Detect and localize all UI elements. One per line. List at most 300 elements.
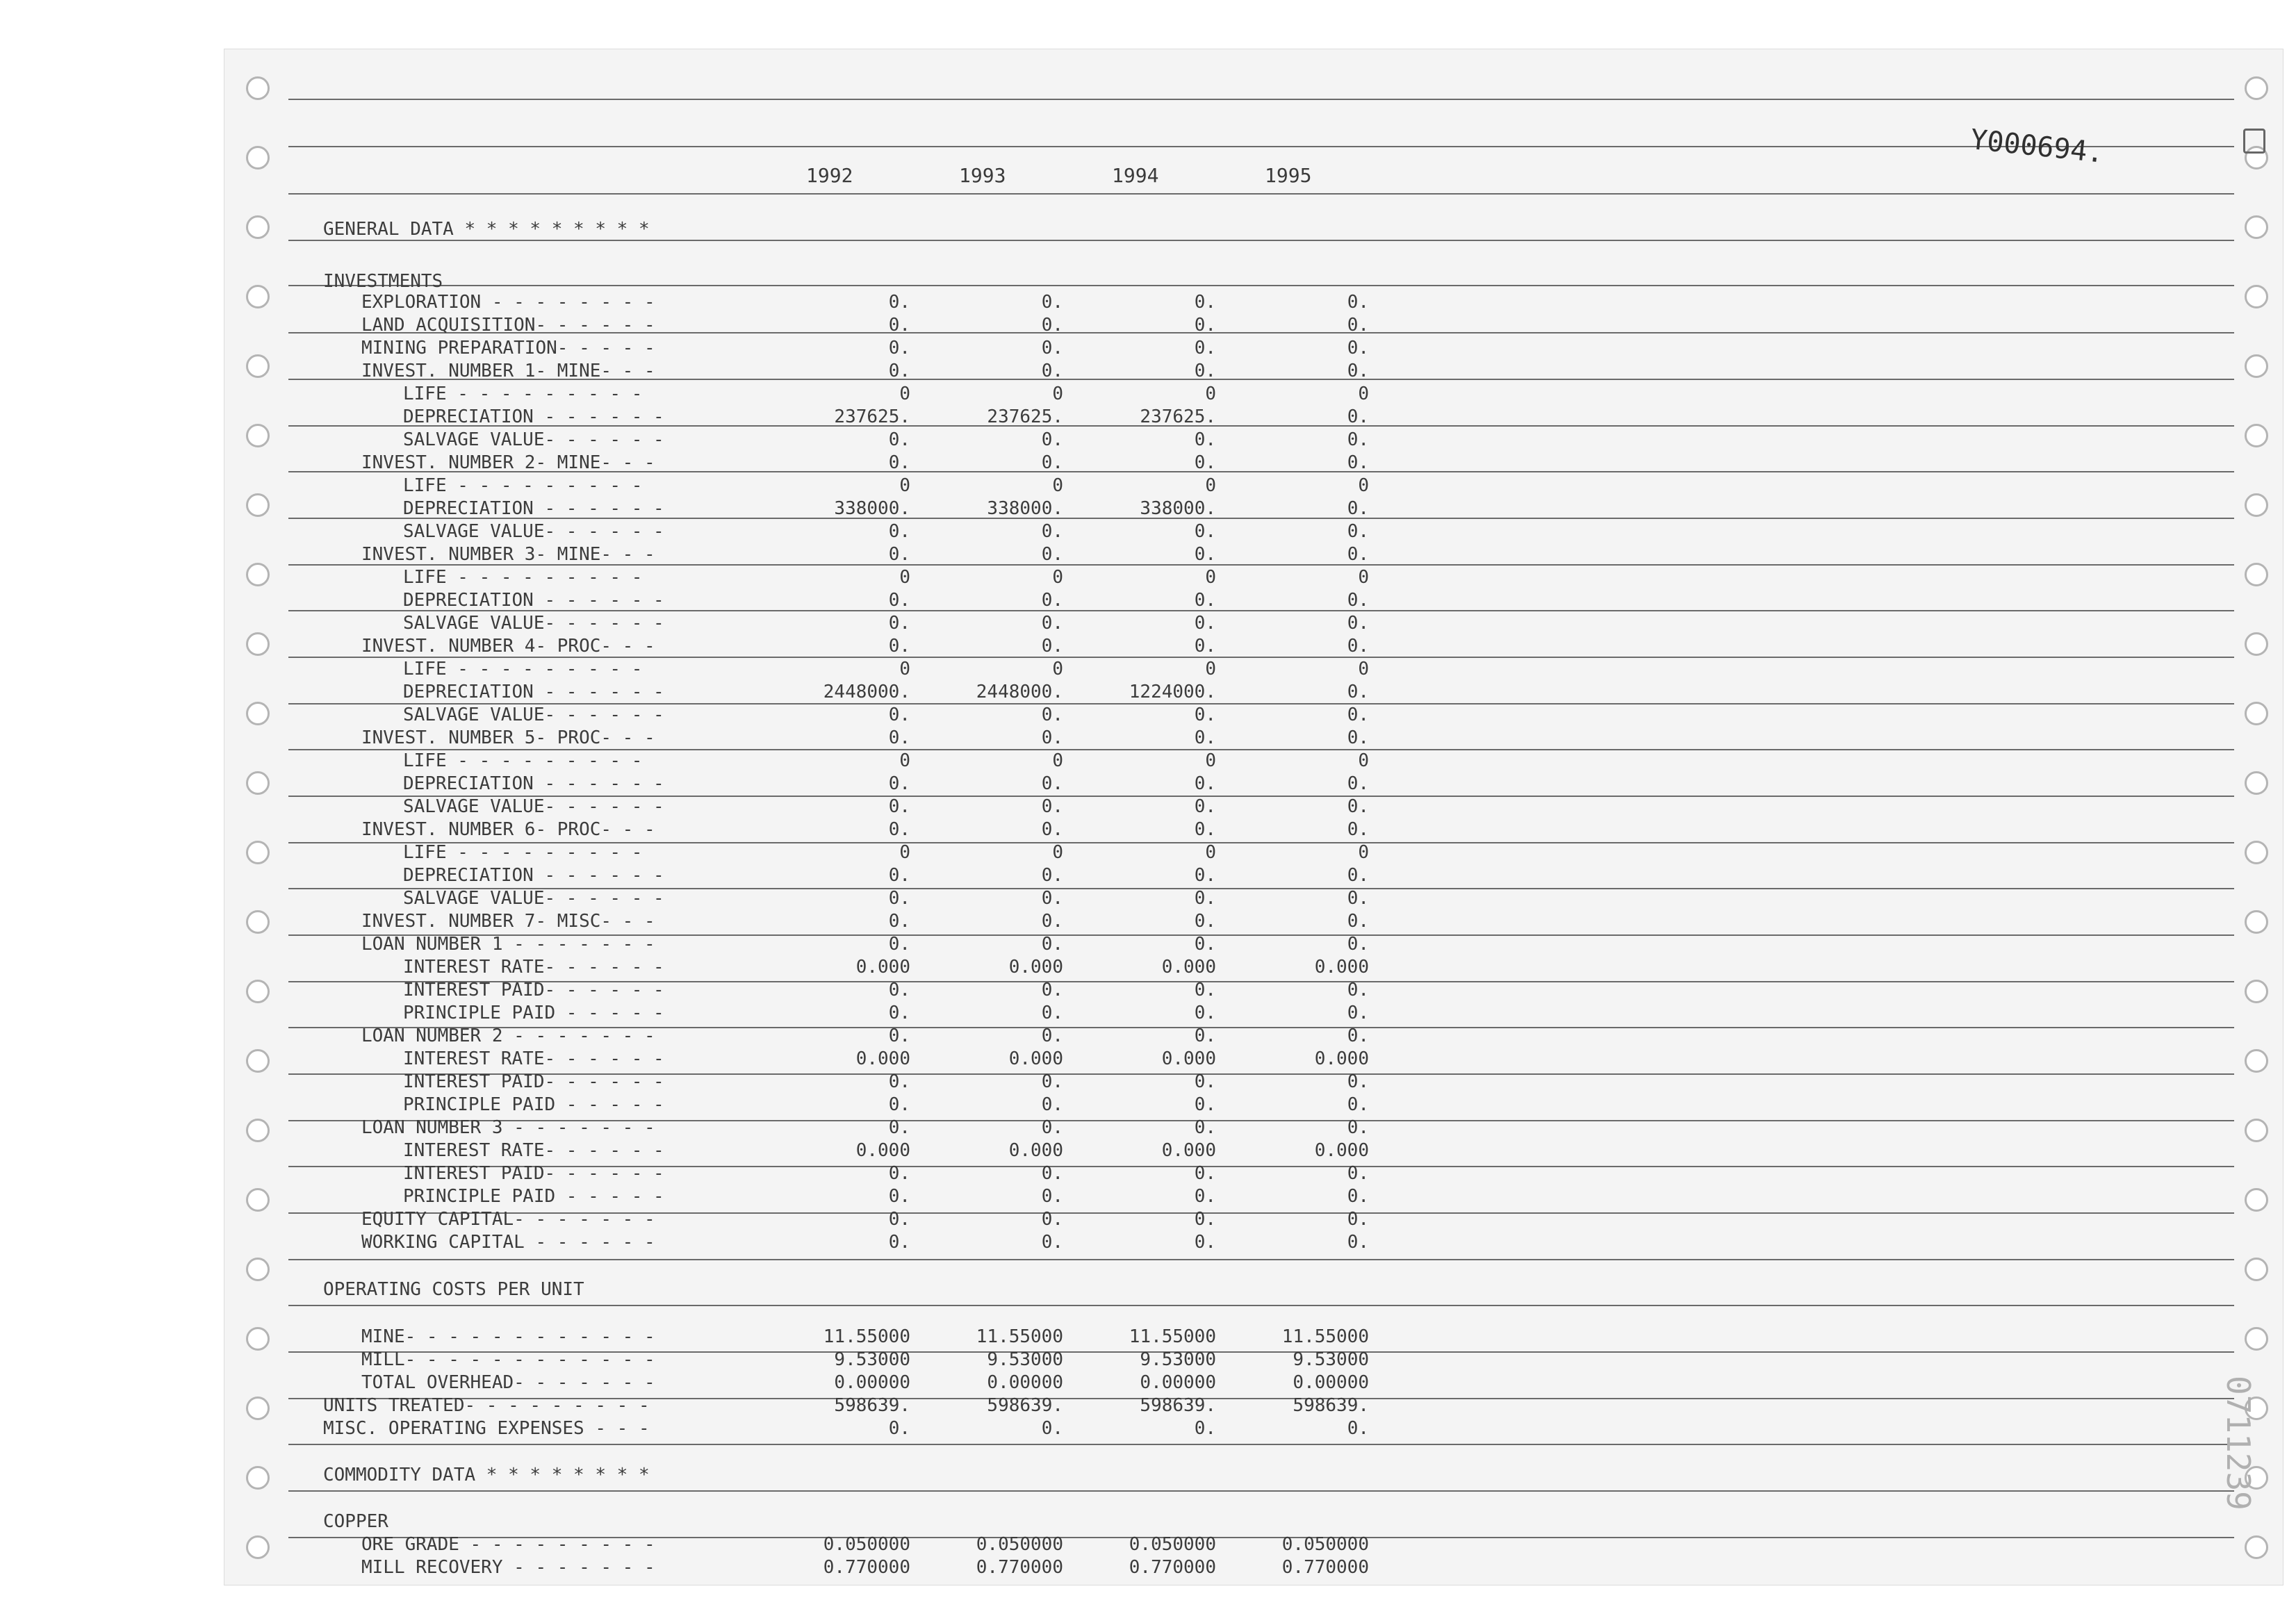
feed-hole: [246, 1119, 270, 1142]
value-cell: 0: [1358, 842, 1369, 863]
feed-hole: [2245, 354, 2268, 378]
value-cell: 0: [899, 842, 910, 863]
document-id: Y000694.: [1969, 124, 2106, 170]
row-label: INVEST. NUMBER 6- PROC- - -: [361, 819, 655, 840]
value-cell: 0.: [1347, 452, 1369, 473]
value-cell: 2448000.: [823, 682, 910, 702]
feed-hole: [246, 771, 270, 795]
row-label: MILL RECOVERY - - - - - - -: [361, 1557, 655, 1578]
value-cell: 0.000: [1161, 957, 1216, 978]
feed-hole: [246, 632, 270, 656]
value-cell: 0.: [1041, 613, 1063, 634]
value-cell: 0.: [1041, 1209, 1063, 1230]
value-cell: 0.: [888, 452, 910, 473]
row-label: MINE- - - - - - - - - - - -: [361, 1326, 655, 1347]
value-cell: 0.: [888, 613, 910, 634]
value-cell: 11.55000: [1281, 1326, 1369, 1347]
row-label: LIFE - - - - - - - - -: [403, 659, 643, 679]
value-cell: 11.55000: [823, 1326, 910, 1347]
row-label: INTEREST RATE- - - - - -: [403, 1140, 664, 1161]
row-label: INVEST. NUMBER 7- MISC- - -: [361, 911, 655, 932]
row-label: INTEREST RATE- - - - - -: [403, 1048, 664, 1069]
value-cell: 0: [1052, 659, 1063, 679]
value-cell: 0: [1052, 567, 1063, 588]
row-label: SALVAGE VALUE- - - - - -: [403, 521, 664, 542]
value-cell: 11.55000: [1129, 1326, 1216, 1347]
value-cell: 0: [1052, 384, 1063, 404]
rule-line: [288, 146, 2234, 147]
feed-hole: [246, 980, 270, 1003]
value-cell: 0.: [1194, 452, 1216, 473]
row-label: COMMODITY DATA * * * * * * * *: [323, 1465, 650, 1485]
value-cell: 0.: [1194, 1418, 1216, 1439]
value-cell: 0.: [1041, 1117, 1063, 1138]
value-cell: 0.770000: [823, 1557, 910, 1578]
value-cell: 0.: [1347, 544, 1369, 565]
value-cell: 0.000: [1314, 1140, 1369, 1161]
row-label: INVEST. NUMBER 1- MINE- - -: [361, 361, 655, 381]
value-cell: 0.: [1041, 315, 1063, 336]
value-cell: 0.: [1194, 796, 1216, 817]
value-cell: 0.: [1347, 1163, 1369, 1184]
row-label: MINING PREPARATION- - - - -: [361, 338, 655, 359]
value-cell: 0.000: [1008, 957, 1063, 978]
feed-hole: [246, 910, 270, 934]
row-label: OPERATING COSTS PER UNIT: [323, 1279, 584, 1300]
value-cell: 0.: [1347, 613, 1369, 634]
value-cell: 0.: [888, 590, 910, 611]
value-cell: 0.: [1194, 888, 1216, 909]
feed-hole: [246, 215, 270, 239]
row-label: LIFE - - - - - - - - -: [403, 842, 643, 863]
value-cell: 0.: [1041, 705, 1063, 725]
value-cell: 0.: [888, 1209, 910, 1230]
value-cell: 0.: [1347, 888, 1369, 909]
value-cell: 9.53000: [987, 1349, 1063, 1370]
rule-line: [288, 99, 2234, 100]
feed-hole: [246, 1535, 270, 1559]
row-label: DEPRECIATION - - - - - -: [403, 498, 664, 519]
value-cell: 0.: [888, 1186, 910, 1207]
value-cell: 0.: [1041, 429, 1063, 450]
value-cell: 0.: [888, 911, 910, 932]
value-cell: 0: [899, 475, 910, 496]
row-label: INVESTMENTS: [323, 271, 443, 292]
feed-hole: [246, 1327, 270, 1351]
value-cell: 0.: [1041, 796, 1063, 817]
value-cell: 0.: [1347, 406, 1369, 427]
feed-hole: [246, 1466, 270, 1490]
row-label: SALVAGE VALUE- - - - - -: [403, 796, 664, 817]
value-cell: 9.53000: [1140, 1349, 1216, 1370]
value-cell: 0.: [1347, 705, 1369, 725]
value-cell: 0.: [1194, 1071, 1216, 1092]
value-cell: 0.00000: [987, 1372, 1063, 1393]
value-cell: 0: [1358, 750, 1369, 771]
rule-line: [288, 240, 2234, 241]
value-cell: 0.: [888, 292, 910, 313]
value-cell: 0.: [1041, 888, 1063, 909]
value-cell: 0.: [888, 315, 910, 336]
row-label: SALVAGE VALUE- - - - - -: [403, 705, 664, 725]
row-label: LIFE - - - - - - - - -: [403, 384, 643, 404]
value-cell: 0.: [888, 1003, 910, 1023]
year-header: 1993: [959, 164, 1006, 187]
feed-hole: [246, 1049, 270, 1073]
value-cell: 0: [1205, 659, 1216, 679]
value-cell: 0.: [1041, 773, 1063, 794]
value-cell: 0.: [1194, 292, 1216, 313]
value-cell: 0.: [1347, 1232, 1369, 1253]
year-header: 1995: [1265, 164, 1312, 187]
value-cell: 2448000.: [976, 682, 1063, 702]
feed-hole: [246, 702, 270, 725]
feed-hole: [2245, 1119, 2268, 1142]
value-cell: 237625.: [987, 406, 1063, 427]
feed-hole: [2245, 841, 2268, 864]
row-label: INVEST. NUMBER 2- MINE- - -: [361, 452, 655, 473]
row-label: GENERAL DATA * * * * * * * * *: [323, 219, 650, 240]
row-label: DEPRECIATION - - - - - -: [403, 406, 664, 427]
row-label: DEPRECIATION - - - - - -: [403, 773, 664, 794]
row-label: EQUITY CAPITAL- - - - - - -: [361, 1209, 655, 1230]
value-cell: 0.000: [855, 1140, 910, 1161]
value-cell: 0.: [1041, 934, 1063, 955]
value-cell: 0.: [1194, 338, 1216, 359]
value-cell: 598639.: [987, 1395, 1063, 1416]
value-cell: 0.: [888, 338, 910, 359]
value-cell: 0.770000: [1129, 1557, 1216, 1578]
feed-hole: [2245, 285, 2268, 308]
value-cell: 0.: [1194, 1025, 1216, 1046]
value-cell: 0.: [1041, 590, 1063, 611]
value-cell: 0.: [1347, 1025, 1369, 1046]
value-cell: 0.: [888, 980, 910, 1000]
value-cell: 598639.: [1293, 1395, 1369, 1416]
value-cell: 0.: [1041, 819, 1063, 840]
value-cell: 0.: [888, 1418, 910, 1439]
row-label: WORKING CAPITAL - - - - - -: [361, 1232, 655, 1253]
value-cell: 0: [899, 567, 910, 588]
feed-hole: [246, 493, 270, 517]
value-cell: 0: [1358, 567, 1369, 588]
value-cell: 0.: [1041, 911, 1063, 932]
value-cell: 0: [1205, 384, 1216, 404]
value-cell: 0.: [888, 1071, 910, 1092]
value-cell: 0.: [1347, 773, 1369, 794]
rule-line: [288, 1444, 2234, 1445]
side-stamp: 0711239: [2220, 1376, 2257, 1510]
row-label: UNITS TREATED- - - - - - - - -: [323, 1395, 650, 1416]
value-cell: 0.: [1347, 1003, 1369, 1023]
value-cell: 0.: [888, 773, 910, 794]
feed-hole: [246, 285, 270, 308]
value-cell: 0.: [1041, 865, 1063, 886]
value-cell: 0.: [888, 1094, 910, 1115]
value-cell: 0.: [1194, 1163, 1216, 1184]
value-cell: 0: [1205, 567, 1216, 588]
rule-line: [288, 1490, 2234, 1492]
value-cell: 0.: [1041, 521, 1063, 542]
value-cell: 0.: [1194, 1003, 1216, 1023]
row-label: INTEREST PAID- - - - - -: [403, 1163, 664, 1184]
row-label: LAND ACQUISITION- - - - - -: [361, 315, 655, 336]
feed-hole: [246, 424, 270, 447]
value-cell: 0.: [1347, 1071, 1369, 1092]
value-cell: 0.000: [1008, 1140, 1063, 1161]
value-cell: 0: [1358, 475, 1369, 496]
value-cell: 0.: [1347, 292, 1369, 313]
rule-line: [288, 657, 2234, 658]
row-label: LIFE - - - - - - - - -: [403, 475, 643, 496]
value-cell: 0.: [1041, 452, 1063, 473]
value-cell: 338000.: [1140, 498, 1216, 519]
value-cell: 0.: [1347, 819, 1369, 840]
value-cell: 0.: [1041, 636, 1063, 657]
feed-hole: [2245, 702, 2268, 725]
value-cell: 0.: [888, 819, 910, 840]
value-cell: 0.: [1347, 934, 1369, 955]
value-cell: 0.: [1194, 1186, 1216, 1207]
value-cell: 0.: [1041, 1071, 1063, 1092]
value-cell: 0: [899, 750, 910, 771]
rule-line: [288, 193, 2234, 195]
value-cell: 0.: [1347, 338, 1369, 359]
value-cell: 0: [1205, 750, 1216, 771]
row-label: LOAN NUMBER 1 - - - - - - -: [361, 934, 655, 955]
year-header: 1992: [806, 164, 853, 187]
value-cell: 0: [1205, 842, 1216, 863]
value-cell: 0.: [888, 934, 910, 955]
value-cell: 0: [1358, 384, 1369, 404]
row-label: LIFE - - - - - - - - -: [403, 750, 643, 771]
value-cell: 0.: [1347, 865, 1369, 886]
value-cell: 0.770000: [976, 1557, 1063, 1578]
feed-hole: [2245, 1327, 2268, 1351]
feed-hole: [2245, 76, 2268, 100]
value-cell: 0.: [1194, 361, 1216, 381]
row-label: DEPRECIATION - - - - - -: [403, 590, 664, 611]
feed-hole: [2245, 1049, 2268, 1073]
value-cell: 0.: [1347, 980, 1369, 1000]
year-header: 1994: [1112, 164, 1159, 187]
value-cell: 598639.: [834, 1395, 910, 1416]
feed-hole: [246, 354, 270, 378]
value-cell: 0.: [1194, 705, 1216, 725]
value-cell: 0.: [1347, 911, 1369, 932]
row-label: ORE GRADE - - - - - - - - -: [361, 1534, 655, 1555]
row-label: INVEST. NUMBER 4- PROC- - -: [361, 636, 655, 657]
value-cell: 0.: [1041, 338, 1063, 359]
row-label: INTEREST RATE- - - - - -: [403, 957, 664, 978]
row-label: DEPRECIATION - - - - - -: [403, 865, 664, 886]
row-label: MISC. OPERATING EXPENSES - - -: [323, 1418, 650, 1439]
row-label: EXPLORATION - - - - - - - -: [361, 292, 655, 313]
value-cell: 0.: [1194, 773, 1216, 794]
value-cell: 0.000: [855, 1048, 910, 1069]
value-cell: 1224000.: [1129, 682, 1216, 702]
feed-hole: [2245, 1535, 2268, 1559]
row-label: INVEST. NUMBER 3- MINE- - -: [361, 544, 655, 565]
value-cell: 0.: [888, 521, 910, 542]
value-cell: 598639.: [1140, 1395, 1216, 1416]
value-cell: 0.: [1347, 682, 1369, 702]
row-label: LOAN NUMBER 3 - - - - - - -: [361, 1117, 655, 1138]
value-cell: 0.: [1347, 796, 1369, 817]
value-cell: 0.: [1041, 544, 1063, 565]
feed-hole: [2245, 980, 2268, 1003]
feed-hole: [2245, 424, 2268, 447]
value-cell: 0.: [1041, 361, 1063, 381]
value-cell: 0: [1358, 659, 1369, 679]
value-cell: 0: [899, 384, 910, 404]
value-cell: 0.: [1041, 292, 1063, 313]
value-cell: 0.000: [1161, 1048, 1216, 1069]
feed-hole: [2245, 771, 2268, 795]
value-cell: 0.: [1194, 1209, 1216, 1230]
row-label: SALVAGE VALUE- - - - - -: [403, 888, 664, 909]
value-cell: 0.: [1347, 1209, 1369, 1230]
value-cell: 0.00000: [834, 1372, 910, 1393]
value-cell: 0.: [1194, 429, 1216, 450]
value-cell: 0: [1205, 475, 1216, 496]
value-cell: 0.000: [1314, 1048, 1369, 1069]
value-cell: 0: [899, 659, 910, 679]
row-label: SALVAGE VALUE- - - - - -: [403, 613, 664, 634]
feed-hole: [2245, 493, 2268, 517]
row-label: DEPRECIATION - - - - - -: [403, 682, 664, 702]
value-cell: 0: [1052, 842, 1063, 863]
value-cell: 0.: [1347, 636, 1369, 657]
row-label: LIFE - - - - - - - - -: [403, 567, 643, 588]
value-cell: 0.: [888, 361, 910, 381]
value-cell: 0.050000: [1129, 1534, 1216, 1555]
value-cell: 0.: [1194, 819, 1216, 840]
value-cell: 0.: [1041, 1418, 1063, 1439]
value-cell: 0.: [1194, 865, 1216, 886]
value-cell: 0.: [1194, 934, 1216, 955]
value-cell: 0.: [1194, 521, 1216, 542]
value-cell: 0.: [888, 1232, 910, 1253]
row-label: INTEREST PAID- - - - - -: [403, 1071, 664, 1092]
value-cell: 0.: [888, 1163, 910, 1184]
value-cell: 0.: [1041, 1186, 1063, 1207]
value-cell: 0.: [1041, 1163, 1063, 1184]
feed-hole: [246, 76, 270, 100]
row-label: PRINCIPLE PAID - - - - -: [403, 1186, 664, 1207]
row-label: INTEREST PAID- - - - - -: [403, 980, 664, 1000]
feed-hole: [2245, 215, 2268, 239]
value-cell: 0.: [1347, 498, 1369, 519]
value-cell: 0.: [1194, 1117, 1216, 1138]
value-cell: 0.: [888, 705, 910, 725]
value-cell: 0.: [1347, 727, 1369, 748]
value-cell: 0.00000: [1293, 1372, 1369, 1393]
feed-hole: [246, 1397, 270, 1420]
value-cell: 0.: [1041, 1094, 1063, 1115]
value-cell: 0.: [1347, 1117, 1369, 1138]
value-cell: 0.050000: [823, 1534, 910, 1555]
value-cell: 0.: [1041, 727, 1063, 748]
clip-icon: [2243, 129, 2265, 154]
value-cell: 0.: [1194, 315, 1216, 336]
value-cell: 0.: [1194, 544, 1216, 565]
row-label: TOTAL OVERHEAD- - - - - - -: [361, 1372, 655, 1393]
value-cell: 0.00000: [1140, 1372, 1216, 1393]
value-cell: 0.: [1347, 1186, 1369, 1207]
value-cell: 0.000: [1314, 957, 1369, 978]
value-cell: 9.53000: [1293, 1349, 1369, 1370]
feed-hole: [2245, 632, 2268, 656]
feed-hole: [246, 146, 270, 170]
value-cell: 338000.: [834, 498, 910, 519]
value-cell: 0.: [1194, 590, 1216, 611]
value-cell: 0.: [1041, 980, 1063, 1000]
value-cell: 0.000: [855, 957, 910, 978]
feed-hole: [246, 841, 270, 864]
value-cell: 0.: [1194, 727, 1216, 748]
value-cell: 0.: [1347, 315, 1369, 336]
value-cell: 9.53000: [834, 1349, 910, 1370]
value-cell: 0.: [1194, 911, 1216, 932]
value-cell: 237625.: [1140, 406, 1216, 427]
value-cell: 0.: [888, 544, 910, 565]
value-cell: 0.: [888, 796, 910, 817]
value-cell: 237625.: [834, 406, 910, 427]
value-cell: 0.: [1041, 1025, 1063, 1046]
feed-hole: [2245, 910, 2268, 934]
value-cell: 0: [1052, 750, 1063, 771]
rule-line: [288, 1305, 2234, 1306]
feed-hole: [2245, 563, 2268, 586]
value-cell: 0.: [1041, 1003, 1063, 1023]
value-cell: 0.: [1347, 1094, 1369, 1115]
value-cell: 0.: [888, 1117, 910, 1138]
value-cell: 0.: [1347, 361, 1369, 381]
value-cell: 0.: [888, 1025, 910, 1046]
value-cell: 0.: [1194, 980, 1216, 1000]
value-cell: 0.: [1041, 1232, 1063, 1253]
value-cell: 0.: [1347, 590, 1369, 611]
value-cell: 0.000: [1161, 1140, 1216, 1161]
value-cell: 0: [1052, 475, 1063, 496]
feed-hole: [246, 563, 270, 586]
row-label: PRINCIPLE PAID - - - - -: [403, 1094, 664, 1115]
feed-hole: [2245, 1258, 2268, 1281]
value-cell: 0.: [1194, 1232, 1216, 1253]
rule-line: [288, 1259, 2234, 1260]
rule-line: [288, 285, 2234, 286]
value-cell: 0.770000: [1281, 1557, 1369, 1578]
row-label: LOAN NUMBER 2 - - - - - - -: [361, 1025, 655, 1046]
row-label: SALVAGE VALUE- - - - - -: [403, 429, 664, 450]
row-label: COPPER: [323, 1511, 388, 1532]
row-label: INVEST. NUMBER 5- PROC- - -: [361, 727, 655, 748]
feed-hole: [2245, 1188, 2268, 1212]
value-cell: 0.: [888, 636, 910, 657]
value-cell: 0.: [1347, 1418, 1369, 1439]
feed-hole: [246, 1258, 270, 1281]
value-cell: 0.: [1347, 521, 1369, 542]
value-cell: 0.: [1194, 636, 1216, 657]
value-cell: 0.: [1347, 429, 1369, 450]
value-cell: 0.: [1194, 613, 1216, 634]
value-cell: 0.050000: [1281, 1534, 1369, 1555]
value-cell: 0.: [1194, 1094, 1216, 1115]
value-cell: 0.: [888, 865, 910, 886]
row-label: PRINCIPLE PAID - - - - -: [403, 1003, 664, 1023]
value-cell: 0.000: [1008, 1048, 1063, 1069]
